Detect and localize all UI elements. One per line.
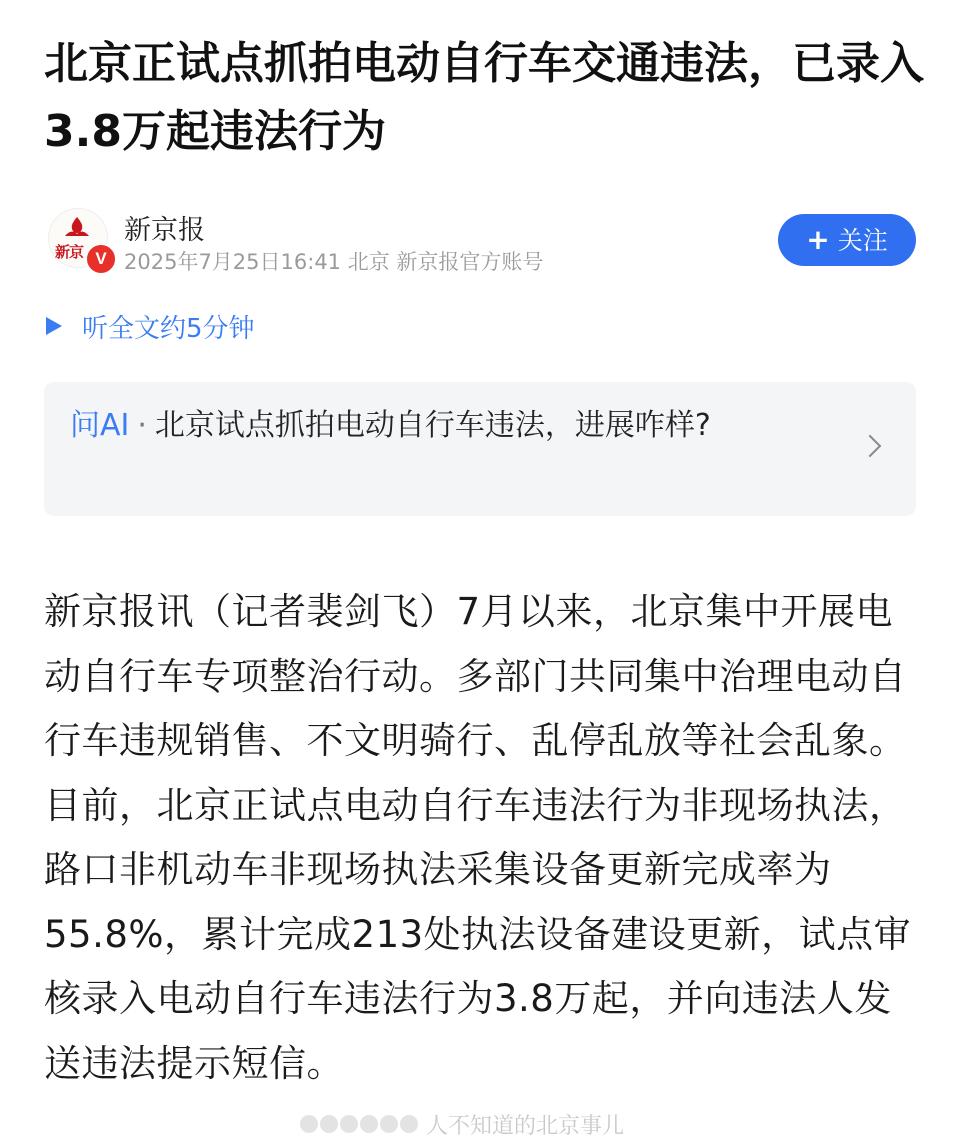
newspaper-logo-icon [62,216,92,238]
follow-button[interactable] [778,214,916,266]
ask-ai-question: 北京试点抓拍电动自行车违法，进展咋样? [154,408,711,443]
ask-ai-separator: · [137,408,147,443]
verified-badge-icon: V [85,243,117,275]
ask-ai-card[interactable] [44,382,916,516]
watermark-avatars-icon [300,1115,420,1133]
author-avatar[interactable] [48,208,108,268]
author-bar [48,206,916,276]
watermark [300,1106,624,1142]
follow-label: 关注 [837,226,888,255]
plus-icon: + [806,223,830,256]
author-name[interactable]: 新京报 [124,215,205,246]
publish-meta: 2025年7月25日16:41 北京 新京报官方账号 [124,250,544,274]
ask-ai-text [70,402,810,450]
listen-full-article-button[interactable] [46,306,255,346]
chevron-right-icon [859,435,882,458]
listen-label: 听全文约5分钟 [82,313,255,344]
article-title: 北京正试点抓拍电动自行车交通违法，已录入3.8万起违法行为 [44,38,924,157]
watermark-text: 人不知道的北京事儿 [426,1113,625,1139]
avatar-logo-text: 新京 [55,243,84,261]
ask-ai-label: 问AI [70,408,130,443]
play-icon [46,317,62,335]
article-body: 新京报讯（记者裴剑飞）7月以来，北京集中开展电动自行车专项整治行动。多部门共同集中治理电动自行车违规销售、不文明骑行、乱停乱放等社会乱象。目前，北京正试点电动自行车违法行为非现场执法，路口非机动车非现场执法采集设备更新完成率为55.8%，累计完成213处执法设备建设更新，试点审核录入电动自行车违法行为3.8万起，并向违法人发送违法提示短信。 [44,590,912,1085]
